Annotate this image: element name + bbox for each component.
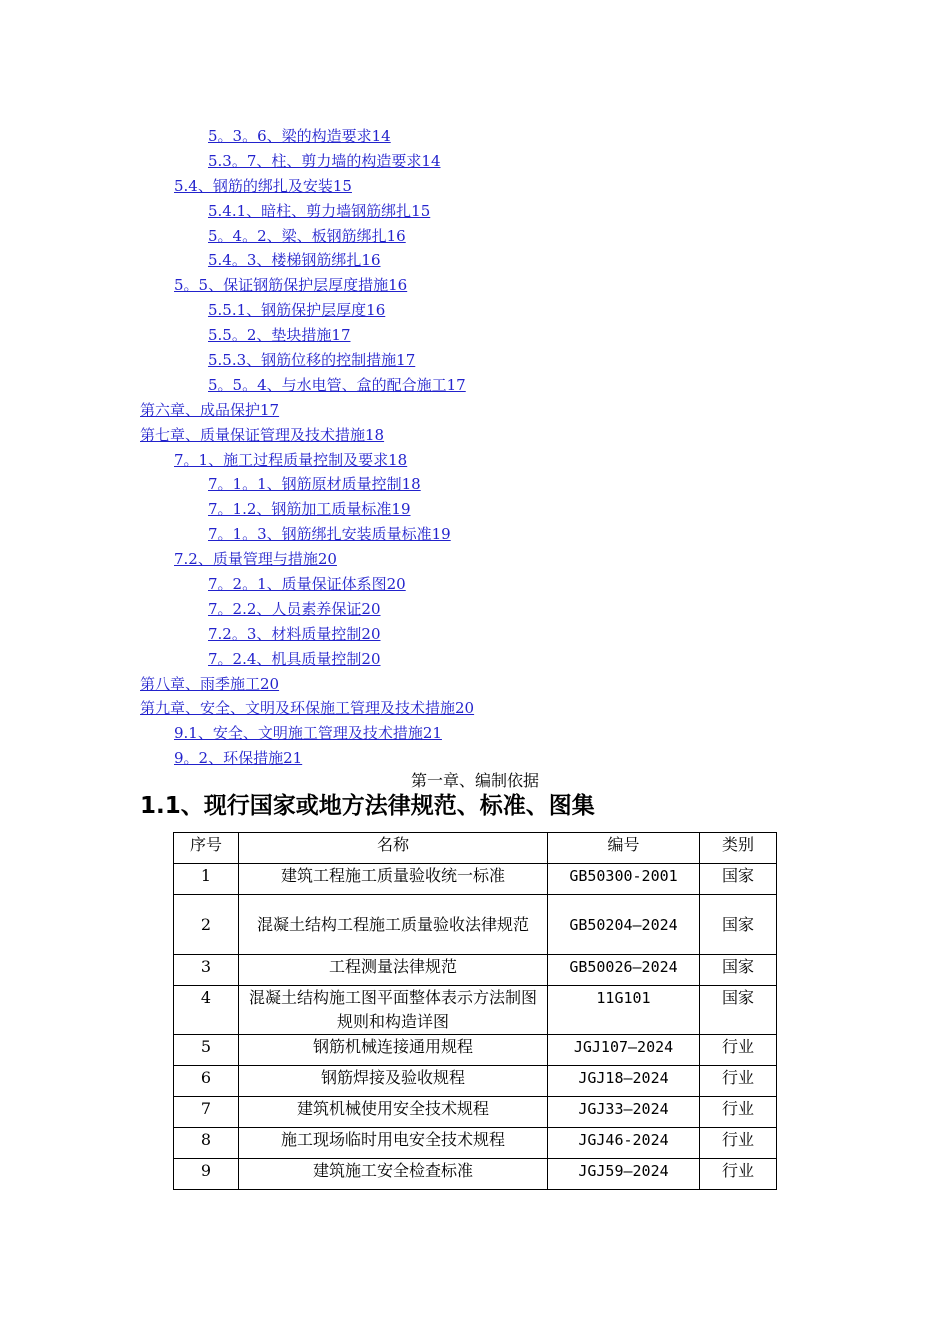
cell-name: 钢筋焊接及验收规程 — [239, 1066, 548, 1097]
toc-entry — [0, 572, 950, 597]
cell-code: JGJ33—2024 — [548, 1097, 700, 1128]
toc-entry — [0, 124, 950, 149]
toc-link[interactable]: 9.1、安全、文明施工管理及技术措施21 — [174, 724, 442, 743]
cell-code: JGJ107—2024 — [548, 1035, 700, 1066]
toc-entry — [0, 721, 950, 746]
toc-link[interactable]: 5。4。2、梁、板钢筋绑扎16 — [208, 226, 406, 245]
cell-name: 混凝土结构工程施工质量验收法律规范 — [239, 895, 548, 955]
header-code: 编号 — [548, 833, 700, 864]
cell-category: 国家 — [700, 986, 777, 1035]
toc-entry — [0, 597, 950, 622]
cell-name: 建筑施工安全检查标准 — [239, 1159, 548, 1190]
toc-link[interactable]: 第八章、雨季施工20 — [140, 674, 280, 693]
toc-link[interactable]: 7.2、质量管理与措施20 — [174, 550, 337, 569]
cell-category: 行业 — [700, 1066, 777, 1097]
cell-no: 6 — [174, 1066, 239, 1097]
cell-name: 建筑机械使用安全技术规程 — [239, 1097, 548, 1128]
table-row — [174, 986, 777, 1035]
toc-entry — [0, 746, 950, 771]
cell-code: GB50026—2024 — [548, 955, 700, 986]
cell-code: JGJ59—2024 — [548, 1159, 700, 1190]
toc-link[interactable]: 7。2。1、质量保证体系图20 — [208, 575, 406, 594]
chapter-heading: 第一章、编制依据 — [410, 771, 539, 790]
cell-name: 混凝土结构施工图平面整体表示方法制图规则和构造详图 — [239, 986, 548, 1035]
cell-no: 1 — [174, 864, 239, 895]
toc-entry — [0, 248, 950, 273]
header-category: 类别 — [700, 833, 777, 864]
standards-table — [173, 832, 777, 1190]
cell-code: 11G101 — [548, 986, 700, 1035]
cell-category: 行业 — [700, 1035, 777, 1066]
toc-entry — [0, 224, 950, 249]
toc-link[interactable]: 7。2.4、机具质量控制20 — [208, 649, 381, 668]
table-row — [174, 1066, 777, 1097]
cell-name: 工程测量法律规范 — [239, 955, 548, 986]
toc-entry — [0, 174, 950, 199]
section-heading: 1.1、现行国家或地方法律规范、标准、图集 — [140, 793, 595, 819]
table-of-contents — [0, 124, 950, 771]
toc-entry — [0, 298, 950, 323]
toc-entry — [0, 547, 950, 572]
toc-entry — [0, 448, 950, 473]
toc-link[interactable]: 7。1。3、钢筋绑扎安装质量标准19 — [208, 525, 451, 544]
cell-no: 4 — [174, 986, 239, 1035]
toc-link[interactable]: 5.5.1、钢筋保护层厚度16 — [208, 301, 386, 320]
cell-no: 2 — [174, 895, 239, 955]
toc-entry — [0, 323, 950, 348]
table-row — [174, 955, 777, 986]
toc-link[interactable]: 5.4、钢筋的绑扎及安装15 — [174, 176, 352, 195]
toc-link[interactable]: 7。1。1、钢筋原材质量控制18 — [208, 475, 421, 494]
table-row — [174, 1097, 777, 1128]
toc-link[interactable]: 9。2、环保措施21 — [174, 749, 303, 768]
cell-category: 行业 — [700, 1097, 777, 1128]
toc-entry — [0, 696, 950, 721]
table-header-row — [174, 833, 777, 864]
toc-entry — [0, 149, 950, 174]
table-row — [174, 1159, 777, 1190]
toc-entry — [0, 398, 950, 423]
table-row — [174, 1128, 777, 1159]
cell-category: 国家 — [700, 955, 777, 986]
cell-name: 建筑工程施工质量验收统一标准 — [239, 864, 548, 895]
toc-link[interactable]: 5.4。3、楼梯钢筋绑扎16 — [208, 251, 381, 270]
header-name: 名称 — [239, 833, 548, 864]
toc-link[interactable]: 7。1.2、钢筋加工质量标准19 — [208, 500, 411, 519]
toc-entry — [0, 497, 950, 522]
toc-entry — [0, 622, 950, 647]
cell-code: GB50300-2001 — [548, 864, 700, 895]
toc-link[interactable]: 7。2.2、人员素养保证20 — [208, 599, 381, 618]
cell-code: GB50204—2024 — [548, 895, 700, 955]
cell-category: 行业 — [700, 1128, 777, 1159]
toc-entry — [0, 423, 950, 448]
toc-link[interactable]: 第九章、安全、文明及环保施工管理及技术措施20 — [140, 699, 475, 718]
toc-entry — [0, 373, 950, 398]
toc-link[interactable]: 5.5。2、垫块措施17 — [208, 326, 351, 345]
toc-link[interactable]: 5。5、保证钢筋保护层厚度措施16 — [174, 276, 408, 295]
toc-link[interactable]: 5.3。7、柱、剪力墙的构造要求14 — [208, 151, 441, 170]
toc-entry — [0, 672, 950, 697]
cell-name: 钢筋机械连接通用规程 — [239, 1035, 548, 1066]
toc-entry — [0, 273, 950, 298]
toc-entry — [0, 522, 950, 547]
toc-link[interactable]: 5。5。4、与水电管、盒的配合施工17 — [208, 375, 466, 394]
cell-category: 国家 — [700, 864, 777, 895]
toc-entry — [0, 647, 950, 672]
toc-link[interactable]: 第六章、成品保护17 — [140, 400, 280, 419]
cell-category: 行业 — [700, 1159, 777, 1190]
toc-entry — [0, 199, 950, 224]
table-row — [174, 895, 777, 955]
cell-no: 9 — [174, 1159, 239, 1190]
toc-link[interactable]: 7。1、施工过程质量控制及要求18 — [174, 450, 408, 469]
toc-link[interactable]: 7.2。3、材料质量控制20 — [208, 624, 381, 643]
toc-link[interactable]: 5.5.3、钢筋位移的控制措施17 — [208, 351, 416, 370]
toc-entry — [0, 348, 950, 373]
cell-no: 7 — [174, 1097, 239, 1128]
cell-no: 3 — [174, 955, 239, 986]
table-row — [174, 864, 777, 895]
toc-link[interactable]: 5。3。6、梁的构造要求14 — [208, 127, 391, 145]
cell-code: JGJ18—2024 — [548, 1066, 700, 1097]
header-no: 序号 — [174, 833, 239, 864]
toc-entry — [0, 472, 950, 497]
toc-link[interactable]: 第七章、质量保证管理及技术措施18 — [140, 425, 385, 444]
toc-link[interactable]: 5.4.1、暗柱、剪力墙钢筋绑扎15 — [208, 201, 431, 220]
table-body — [174, 864, 777, 1190]
cell-code: JGJ46-2024 — [548, 1128, 700, 1159]
table-row — [174, 1035, 777, 1066]
cell-name: 施工现场临时用电安全技术规程 — [239, 1128, 548, 1159]
cell-no: 8 — [174, 1128, 239, 1159]
cell-no: 5 — [174, 1035, 239, 1066]
cell-category: 国家 — [700, 895, 777, 955]
